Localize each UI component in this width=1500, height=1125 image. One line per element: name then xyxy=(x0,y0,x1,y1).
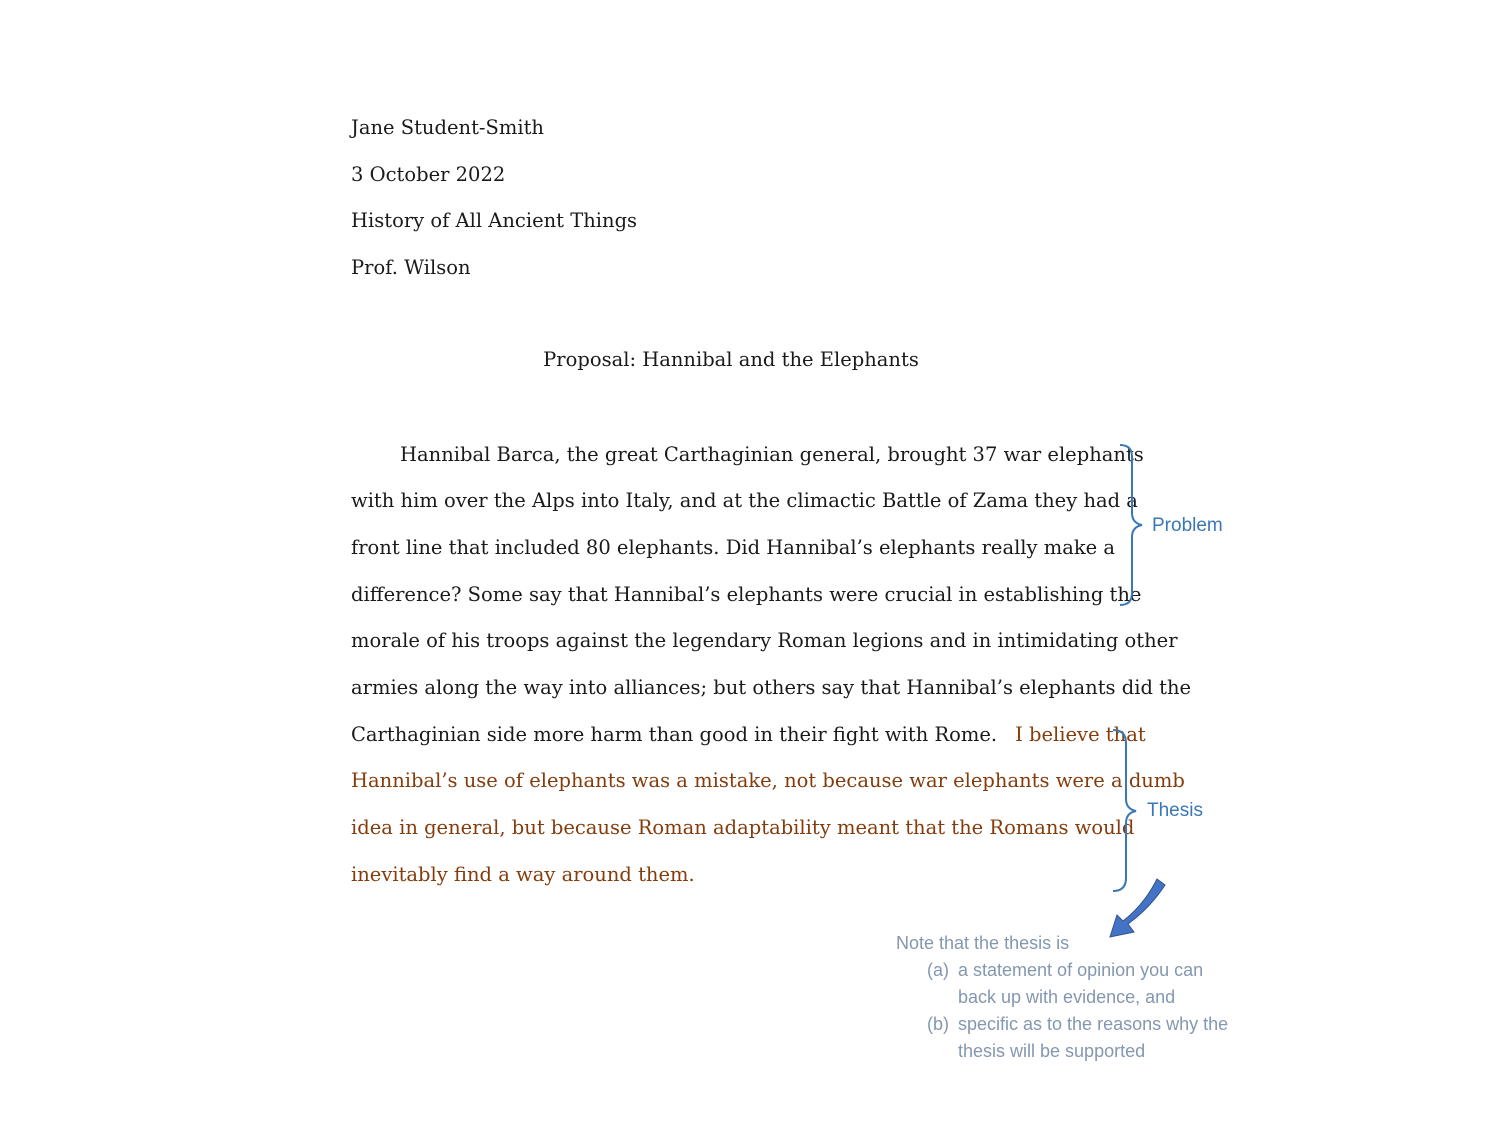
author-name: Jane Student-Smith xyxy=(351,116,544,139)
paper-title: Proposal: Hannibal and the Elephants xyxy=(543,348,919,371)
paragraph-line: Hannibal Barca, the great Carthaginian general, brought 37 war elephants xyxy=(400,443,1144,466)
paragraph-line: difference? Some say that Hannibal’s elephants were crucial in establishing the xyxy=(351,583,1142,606)
thesis-start: I believe that xyxy=(1015,723,1146,746)
course-name: History of All Ancient Things xyxy=(351,209,638,232)
thesis-line: inevitably find a way around them. xyxy=(351,863,695,886)
paragraph-line-text: Carthaginian side more harm than good in their fight with Rome. xyxy=(351,723,998,746)
note-a-text: a statement of opinion you can xyxy=(958,960,1204,980)
professor-name: Prof. Wilson xyxy=(351,256,471,279)
note-a-marker: (a) xyxy=(927,960,949,980)
curved-arrow-icon xyxy=(1110,879,1165,937)
note-b-text: specific as to the reasons why the xyxy=(958,1014,1229,1034)
thesis-label: Thesis xyxy=(1147,800,1203,821)
paragraph-line: front line that included 80 elephants. Did Hannibal’s elephants really make a xyxy=(351,536,1116,559)
thesis-line: Hannibal’s use of elephants was a mistake, not because war elephants were a dumb xyxy=(351,769,1185,792)
note-b-marker: (b) xyxy=(927,1014,949,1034)
note-a-text: back up with evidence, and xyxy=(958,987,1176,1007)
problem-label: Problem xyxy=(1152,515,1223,536)
note-b-text: thesis will be supported xyxy=(958,1041,1146,1061)
paragraph-line: armies along the way into alliances; but others say that Hannibal’s elephants did the xyxy=(351,676,1192,699)
date-line: 3 October 2022 xyxy=(351,163,506,186)
note-intro: Note that the thesis is xyxy=(896,933,1070,953)
thesis-brace xyxy=(1113,730,1136,891)
thesis-line: idea in general, but because Roman adaptability meant that the Romans would xyxy=(351,816,1135,839)
problem-brace xyxy=(1120,445,1142,605)
paragraph-line: with him over the Alps into Italy, and at the climactic Battle of Zama they had a xyxy=(351,489,1138,512)
paragraph-line: morale of his troops against the legendary Roman legions and in intimidating other xyxy=(351,629,1178,652)
